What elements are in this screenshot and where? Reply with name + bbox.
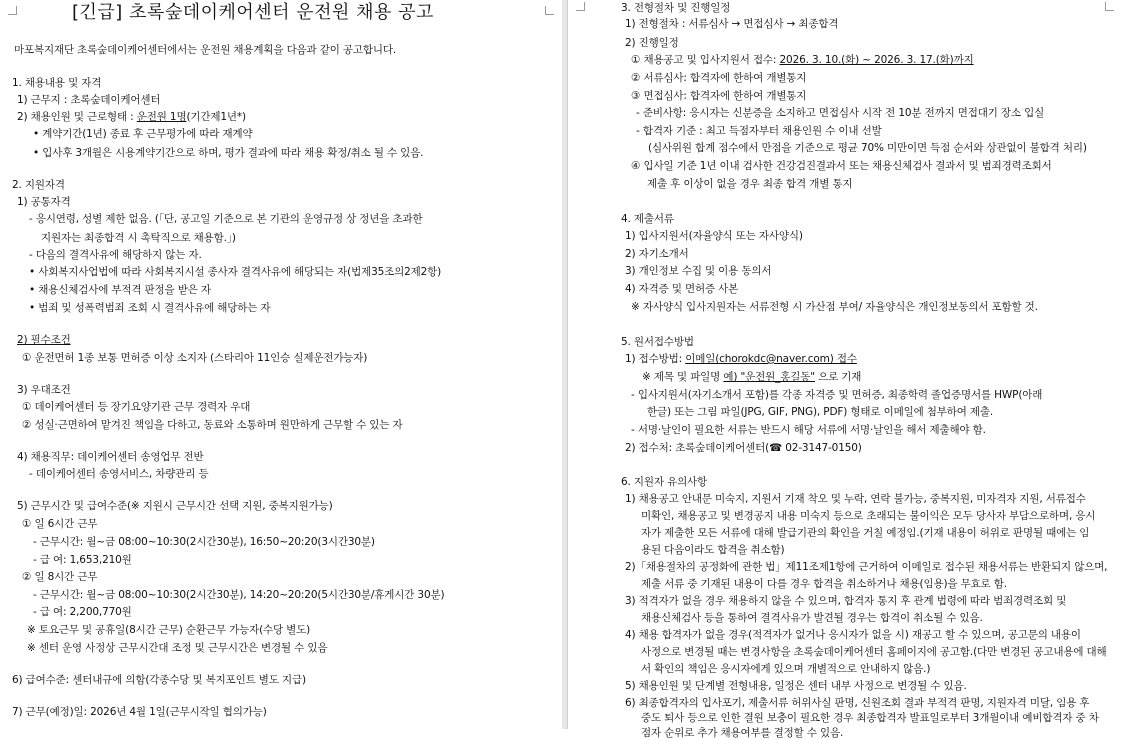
subsection-heading: 6) 급여수준: 센터내규에 의함(각종수당 및 복지포인트 별도 지급) [12,674,306,686]
document-title: [긴급] 초록숲데이케어센터 운전원 채용 공고 [72,2,434,23]
text-line: 점자 순위로 추가 채용여부를 결정할 수 있음. [641,727,844,739]
text-line: 2) 채용인원 및 근로형태 : 운전원 1명(기간제1년*) [17,111,246,123]
note-line: ※ 자사양식 입사지원자는 서류전형 시 가산점 부여/ 자율양식은 개인정보동의서 포함할 것. [631,301,1038,313]
text-line: - 응시연령, 성별 제한 없음. (「단, 공고일 기준으로 본 기관의 운영규정 상 정년을 초과한 [29,213,423,225]
text-line: ② 서류심사: 합격자에 한하여 개별통지 [631,72,807,84]
text-line: ① 데이케어센터 등 장기요양기관 근무 경력자 우대 [22,401,251,413]
page-corner-mark [1105,2,1114,11]
text-line: 2) 진행일정 [625,37,679,49]
text-line: 2) 접수처: 초록숲데이케어센터(☎ 02-3147-0150) [625,442,862,454]
bullet-item: • 입사후 3개월은 시용계약기간으로 하며, 평가 결과에 따라 채용 확정/취소 될 수 있음. [33,147,424,159]
text-line: 5) 채용인원 및 단계별 전형내용, 일정은 센터 내부 사정으로 변경될 수 있음. [625,680,967,692]
text-line: 1) 접수방법: 이메일(chorokdc@naver.com) 접수 [625,353,857,365]
text-line: 채용신체검사 등을 통하여 결격사유가 발견될 경우는 합격이 취소될 수 있음. [641,612,983,624]
left-document-page [0,0,563,729]
page-corner-mark [576,2,585,11]
right-document-page [567,0,1122,739]
text-line: 중도 퇴사 등으로 인한 결원 보충이 필요한 경우 최종합격자 발표일로부터 3개월이내 예비합격자 중 차 [641,712,1099,724]
underlined-text: 2026. 3. 10.(화) ~ 2026. 3. 17.(화)까지 [779,54,974,66]
text-line: - 다음의 결격사유에 해당하지 않는 자. [29,249,202,261]
note-line: ※ 제목 및 파일명 예) "운전원_홍길동" 으로 기재 [642,371,862,383]
text-line: - 데이케어센터 송영서비스, 차량관리 등 [29,468,209,480]
section-heading: 2. 지원자격 [12,179,65,191]
text-line: - 급 여: 2,200,770원 [33,606,132,618]
text-line: 3) 적격자가 없을 경우 채용하지 않을 수 있으며, 합격자 통지 후 관계 법령에 따라 범죄경력조회 및 [625,595,1067,607]
text-line: 사정으로 변경될 때는 변경사항을 초록숲데이케어센터 홈페이지에 공고함.(다만 변경된 공고내용에 대해 [641,646,1107,658]
text-line: 미확인, 채용공고 및 변경공지 내용 미숙지 등으로 초래되는 불이익은 모두 당사자 부담으로하며, 응시 [641,510,1096,522]
underlined-text: 운전원 1명 [136,111,187,123]
text-line: ④ 입사일 기준 1년 이내 검사한 건강검진결과서 또는 채용신체검사 결과서 및 범죄경력조회서 [631,160,1052,172]
text-line: - 근무시간: 월~금 08:00~10:30(2시간30분), 16:50~20:20(3시간30분) [33,536,375,548]
intro-text: 마포복지재단 초록숲데이케어센터에서는 운전원 채용계획을 다음과 같이 공고합니다. [14,44,397,56]
subsection-heading: 2) 필수조건 [17,334,71,346]
note-line: ※ 토요근무 및 공휴일(8시간 근무) 순환근무 가능자(수당 별도) [27,624,311,636]
text-line: 자가 제출한 모든 서류에 대해 발급기관의 확인을 거칠 예정임.(기재 내용이 허위로 판명될 때에는 임 [641,527,1090,539]
section-heading: 6. 지원자 유의사항 [621,476,708,488]
text-line: - 급 여: 1,653,210원 [33,554,132,566]
section-heading: 3. 전형절차 및 진행일정 [621,2,731,14]
text-line: 제출 후 이상이 없을 경우 최종 합격 개별 통지 [647,178,853,190]
text-line: 제출 서류 중 기재된 내용이 다를 경우 합격을 취소하거나 채용(임용)을 무효로 함. [641,578,1007,590]
section-heading: 1. 채용내용 및 자격 [12,77,102,89]
section-heading: 5. 원서접수방법 [621,336,694,348]
text-line: 1) 전형절차 : 서류심사 → 면접심사 → 최종합격 [625,18,839,30]
subsection-heading: 4) 채용직무: 데이케어센터 송영업무 전반 [17,451,204,463]
text-line: 1) 공통자격 [17,196,71,208]
bullet-item: • 채용신체검사에 부적격 판정을 받은 자 [29,284,211,296]
text-line: 1) 채용공고 안내문 미숙지, 지원서 기재 착오 및 누락, 연락 불가능, 중복지원, 미자격자 지원, 서류접수 [625,493,1086,505]
text-line: - 근무시간: 월~금 08:00~10:30(2시간30분), 14:20~20:20(5시간30분/휴게시간 30분) [33,589,445,601]
text-line: 2) 자기소개서 [625,248,689,260]
text-line: 6) 최종합격자의 입사포기, 제출서류 허위사실 판명, 신원조회 결과 부적격 판명, 지원자격 미달, 임용 후 [625,697,1090,709]
bullet-item: • 사회복지사업법에 따라 사회복지시설 종사자 결격사유에 해당되는 자(법제35조의2제2항) [29,266,442,278]
page-corner-mark [545,6,554,15]
text-line: 1) 입사지원서(자율양식 또는 자사양식) [625,230,803,242]
text-line: (심사위원 합계 점수에서 만점을 기준으로 평균 70% 미만이면 득점 순서와 상관없이 불합격 처리) [648,142,1087,154]
text-line: - 합격자 기준 : 최고 득점자부터 채용인원 수 이내 선발 [636,125,882,137]
email-link[interactable]: 이메일(chorokdc@naver.com) 접수 [685,353,857,365]
text-line: 4) 자격증 및 면허증 사본 [625,283,739,295]
text-line: - 서명·날인이 필요한 서류는 반드시 해당 서류에 서명·날인을 해서 제출해야 함. [631,424,986,436]
text-line: 3) 개인정보 수집 및 이용 동의서 [625,265,772,277]
page-corner-mark [8,6,17,15]
text-line: ② 일 8시간 근무 [22,571,98,583]
text-line: - 입사지원서(자기소개서 포함)를 각종 자격증 및 면허증, 최종학력 졸업증명서를 HWP(아래 [631,389,1043,401]
subsection-heading: 7) 근무(예정)일: 2026년 4월 1일(근무시작일 협의가능) [12,706,267,718]
text-line: ① 일 6시간 근무 [22,518,98,530]
text-line: 4) 채용 합격자가 없을 경우(적격자가 없거나 응시자가 없을 시) 재공고 할 수 있으며, 공고문의 내용이 [625,629,1081,641]
underlined-text: 예) "운전원_홍길동" [723,371,815,383]
text-line: 서 확인의 책임은 응시자에게 있으며 개별적으로 안내하지 않음.) [641,663,931,675]
section-heading: 4. 제출서류 [621,213,674,225]
text-line: ② 성실·근면하여 맡겨진 책임을 다하고, 동료와 소통하며 원만하게 근무할 수 있는 자 [22,419,403,431]
text-line: ① 운전면허 1종 보통 면허증 이상 소지자 (스타리아 11인승 실제운전가능자) [22,352,368,364]
text-line: 지원자는 최종합격 시 촉탁직으로 채용함.」) [41,232,236,244]
text-line: - 준비사항: 응시자는 신분증을 소지하고 면접심사 시작 전 10분 전까지 면접대기 장소 입실 [636,107,1045,119]
bullet-item: • 계약기간(1년) 종료 후 근무평가에 따라 재계약 [33,128,253,140]
text-line: 2)「채용절차의 공정화에 관한 법」제11조제1항에 근거하여 이메일로 접수된 채용서류는 반환되지 않으며, [625,561,1108,573]
text-line: 한글) 또는 그림 파일(JPG, GIF, PNG), PDF) 형태로 이메일에 첨부하여 제출. [647,406,994,418]
text-line: ① 채용공고 및 입사지원서 접수: 2026. 3. 10.(화) ~ 2026. 3. 17.(화)까지 [631,54,974,66]
note-line: ※ 센터 운영 사정상 근무시간대 조정 및 근무시간은 변경될 수 있음 [27,642,328,654]
subsection-heading: 5) 근무시간 및 급여수준(※ 지원시 근무시간 선택 지원, 중복지원가능) [17,500,333,512]
bullet-item: • 범죄 및 성폭력범죄 조회 시 결격사유에 해당하는 자 [29,302,271,314]
text-line: 용된 다음이라도 합격을 취소함) [641,544,785,556]
text-line: 1) 근무지 : 초록숲데이케어센터 [17,94,161,106]
subsection-heading: 3) 우대조건 [17,384,71,396]
text-line: ③ 면접심사: 합격자에 한하여 개별통지 [631,90,807,102]
